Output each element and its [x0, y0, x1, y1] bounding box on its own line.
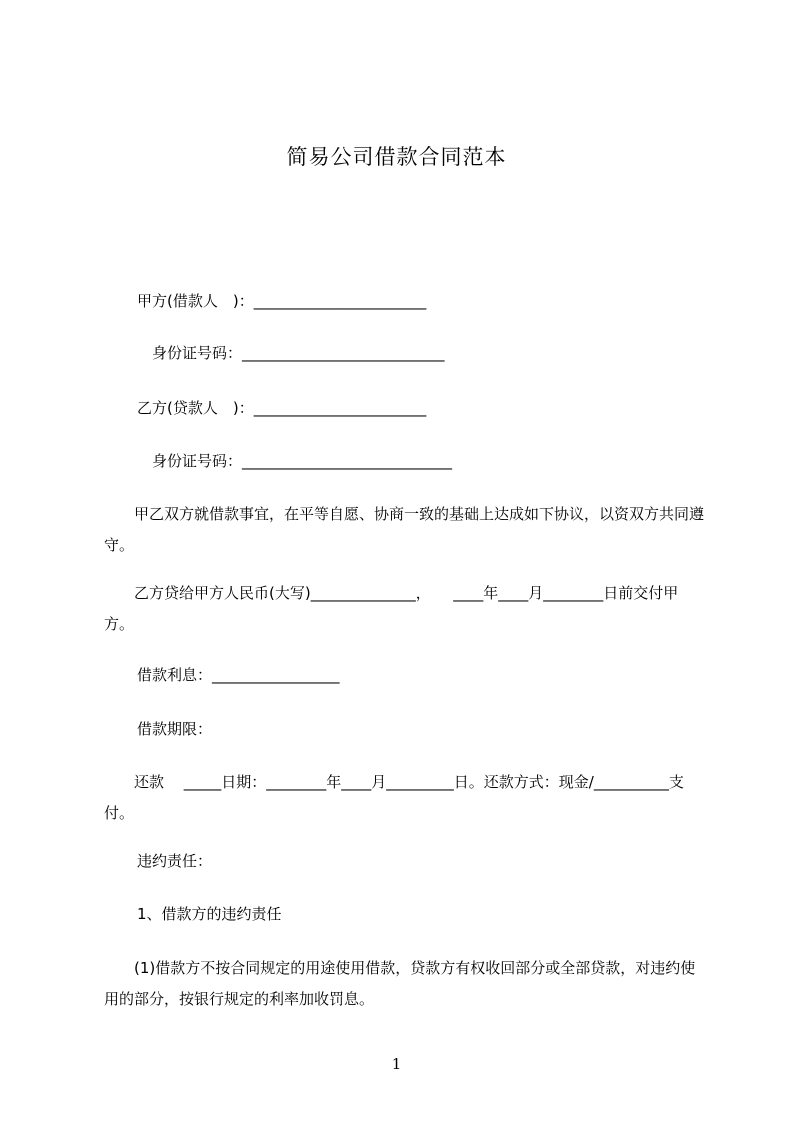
document-title: 简易公司借款合同范本 [286, 145, 507, 169]
page-number: 1 [391, 1055, 402, 1073]
party-a-id-line: 身份证号码：___________________________ [152, 344, 445, 362]
party-a-line: 甲方(借款人 )：_______________________ [137, 292, 427, 310]
party-b-id-line: 身份证号码：____________________________ [152, 452, 453, 470]
breach-heading: 违约责任： [137, 852, 213, 870]
loan-amount-paragraph: 乙方贷给甲方人民币(大写)______________， ____年____月________日前交付甲方。 [104, 584, 679, 633]
clause-1-1-paragraph: (1)借款方不按合同规定的用途使用借款，贷款方有权收回部分或全部贷款，对违约使用的部分，按银行规定的利率加收罚息。 [104, 959, 696, 1008]
party-b-line: 乙方(贷款人 )：_______________________ [137, 399, 427, 417]
repayment-paragraph: 还款 _____日期：________年____月_________日。还款方式：现金/__________支付。 [104, 773, 684, 822]
interest-line: 借款利息：_________________ [137, 666, 340, 684]
term-line: 借款期限： [137, 720, 213, 738]
clause-1-heading: 1、借款方的违约责任 [137, 905, 282, 923]
agreement-paragraph: 甲乙双方就借款事宜，在平等自愿、协商一致的基础上达成如下协议，以资双方共同遵守。 [104, 505, 705, 554]
